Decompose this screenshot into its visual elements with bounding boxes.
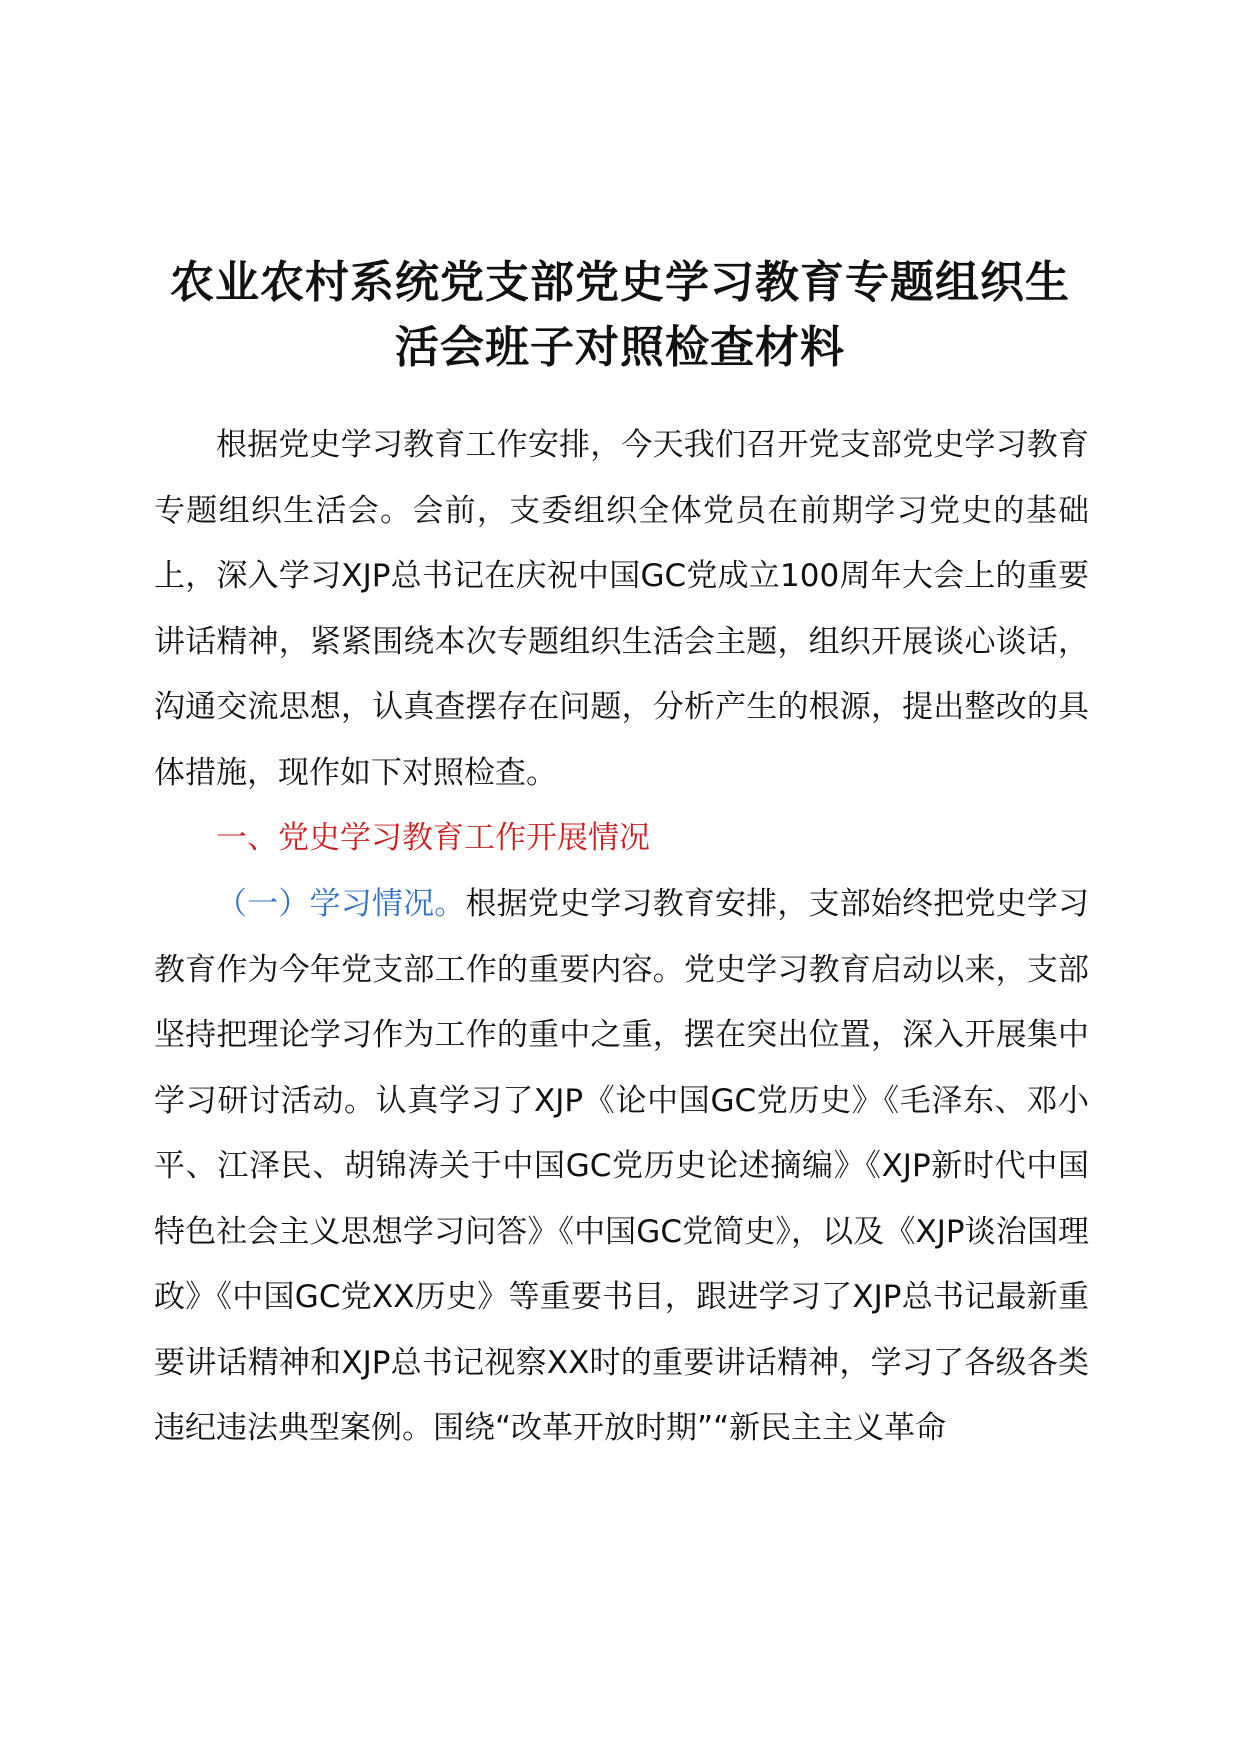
subsection-1 xyxy=(154,872,1089,1462)
subsection-1-paragraph xyxy=(154,872,1089,1462)
document-title xyxy=(150,250,1090,380)
section-1-heading: 一、党史学习教育工作开展情况 xyxy=(216,820,650,856)
document-title-line-2: 活会班子对照检查材料 xyxy=(395,322,845,373)
intro-paragraph: 根据党史学习教育工作安排，今天我们召开党支部党史学习教育专题组织生活会。会前，支委组织全体党员在前期学习党史的基础上，深入学习XJP总书记在庆祝中国GC党成立100周年大会上的重要讲话精神，紧紧围绕本次专题组织生活会主题，组织开展谈心谈话，沟通交流思想，认真查摆存在问题，分析产生的根源，提出整改的具体措施，现作如下对照检查。 xyxy=(154,427,1089,791)
subsection-1-text: 根据党史学习教育安排，支部始终把党史学习教育作为今年党支部工作的重要内容。党史学习教育启动以来，支部坚持把理论学习作为工作的重中之重，摆在突出位置，深入开展集中学习研讨活动。认真学习了XJP《论中国GC党历史》《毛泽东、邓小平、江泽民、胡锦涛关于中国GC党历史论述摘编》《XJP新时代中国特色社会主义思想学习问答》《中国GC党简史》，以及《XJP谈治国理政》《中国GC党XX历史》等重要书目，跟进学习了XJP总书记最新重要讲话精神和XJP总书记视察XX时的重要讲话精神，学习了各级各类违纪违法典型案例。围绕“改革开放时期”“新民主主义革命 xyxy=(154,886,1090,1446)
intro-section xyxy=(154,413,1089,806)
document-title-line-1: 农业农村系统党支部党史学习教育专题组织生 xyxy=(170,257,1070,308)
subsection-1-heading: （一）学习情况。 xyxy=(216,886,466,922)
